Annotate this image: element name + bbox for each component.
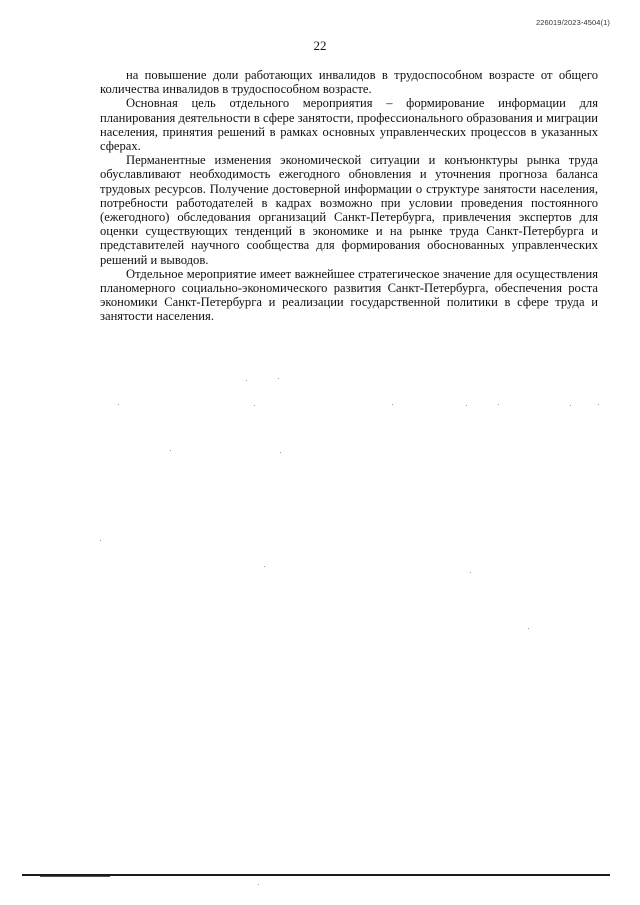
paragraph-labor-market: Перманентные изменения экономической ситуации и конъюнктуры рынка труда обуславливают необходимость ежегодного обновления и уточнения прогноза баланса трудовых ресурсов. Получение достоверной информации о структуре занятости населения, потребности работодателей в кадрах возможно при условии проведения постоянного (ежегодного) обследования организаций Санкт-Петербурга, привлечения экспертов для оценки существующих тенденций в экономике и на рынке труда Санкт-Петербурга и представителей научного сообщества для формирования обоснованных управленческих решений и выводов. [100,153,598,267]
paragraph-strategic-importance: Отдельное мероприятие имеет важнейшее стратегическое значение для осуществления планомерного социально-экономического развития Санкт-Петербурга, обеспечения роста экономики Санкт-Петербурга и реализации государственной политики в сфере труда и занятости населения. [100,266,598,324]
footer-line [22,874,610,876]
document-registration-number: 226019/2023-4504(1) [535,18,610,27]
footer-rule [22,874,610,877]
paragraph-continuation: на повышение доли работающих инвалидов в трудоспособном возрасте от общего количества инвалидов в трудоспособном возрасте. [100,68,598,97]
footer-line-mark [40,876,110,877]
page-number: 22 [313,38,327,53]
document-body [100,68,598,324]
paragraph-goal: Основная цель отдельного мероприятия – формирование информации для планирования деятельности в сфере занятости, профессионального образования и миграции населения, принятия решений в рамках основных управленческих процессов в указанных сферах. [100,96,598,154]
